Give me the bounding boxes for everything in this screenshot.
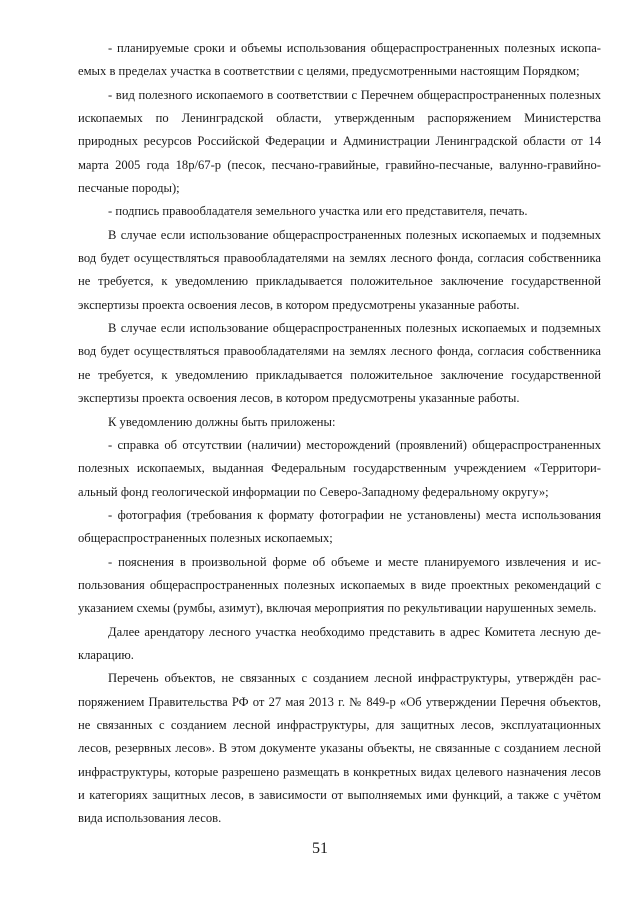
paragraph-objects-list: Перечень объектов, не связанных с созданием лесной инфраструктуры, утверждён распоряжением Правительства РФ от 27 мая 2013 г. № 849-р «Об утверждении Перечня объектов, не связанных с созданием лесной инфраструктуры, для защитных лесов, эксплуатационных лесов, резервных лесов». В этом документе указаны объекты, не связанные с созданием лесной инфраструктуры, которые разрешено размещать в конкретных видах целевого назначения лесов и категориях защитных лесов, в зависимости от выполняемых ими функций, а также с учётом вида использования лесов.	[78, 671, 601, 826]
paragraph-signature: - подпись правообладателя земельного участка или его представителя, печать.	[108, 204, 528, 219]
paragraph-deposits-certificate: - справка об отсутствии (наличии) месторождений (проявлений) общераспространенных полезных ископаемых, выданная Федеральным государственным учреждением «Территориальный фонд геологической информации по Северо-Западному федеральному округу»;	[78, 437, 601, 499]
paragraph-attachments-intro: К уведомлению должны быть приложены:	[108, 414, 336, 429]
paragraph-forest-fund-groundwater-repeat: В случае если использование общераспространенных полезных ископаемых и подземных вод будет осуществляться правообладателями на землях лесного фонда, согласия собственника не требуется, к уведомлению прикладывается положительное заключение государственной экспертизы проекта освоения лесов, в котором предусмотрены указанные работы.	[78, 321, 601, 406]
paragraph-photograph: - фотография (требования к формату фотографии не установлены) места использования общераспространенных полезных ископаемых;	[78, 507, 601, 546]
paragraph-planned-terms: - планируемые сроки и объемы использования общераспространенных полезных ископаемых в пределах участка в соответствии с целями, предусмотренными настоящим Порядком;	[78, 41, 601, 79]
paragraph-forest-fund-groundwater: В случае если использование общераспространенных полезных ископаемых и подземных вод будет осуществляться правообладателями на землях лесного фонда, согласия собственника не требуется, к уведомлению прикладывается положительное заключение государственной экспертизы проекта освоения лесов, в котором предусмотрены указанные работы.	[78, 227, 601, 312]
paragraph-explanations: - пояснения в произвольной форме об объеме и месте планируемого извлечения и использования общераспространенных полезных ископаемых в виде проектных рекомендаций с указанием схемы (румбы, азимут), включая мероприятия по рекультивации нарушенных земель.	[78, 554, 601, 616]
paragraph-mineral-type: - вид полезного ископаемого в соответствии с Перечнем общераспространенных полезных ископаемых по Ленинградской области, утвержденным распоряжением Министерства природных ресурсов Российской Федерации и Администрации Ленинградской области от 14 марта 2005 года 18р/67-р (песок, песчано-гравийные, гравийно-песчаные, валунно-гравийно-песчаные породы);	[78, 87, 601, 196]
body-text	[78, 37, 601, 831]
page-number: 51	[312, 840, 328, 857]
paragraph-forest-declaration: Далее арендатору лесного участка необходимо представить в адрес Комитета лесную декларацию.	[78, 624, 601, 662]
